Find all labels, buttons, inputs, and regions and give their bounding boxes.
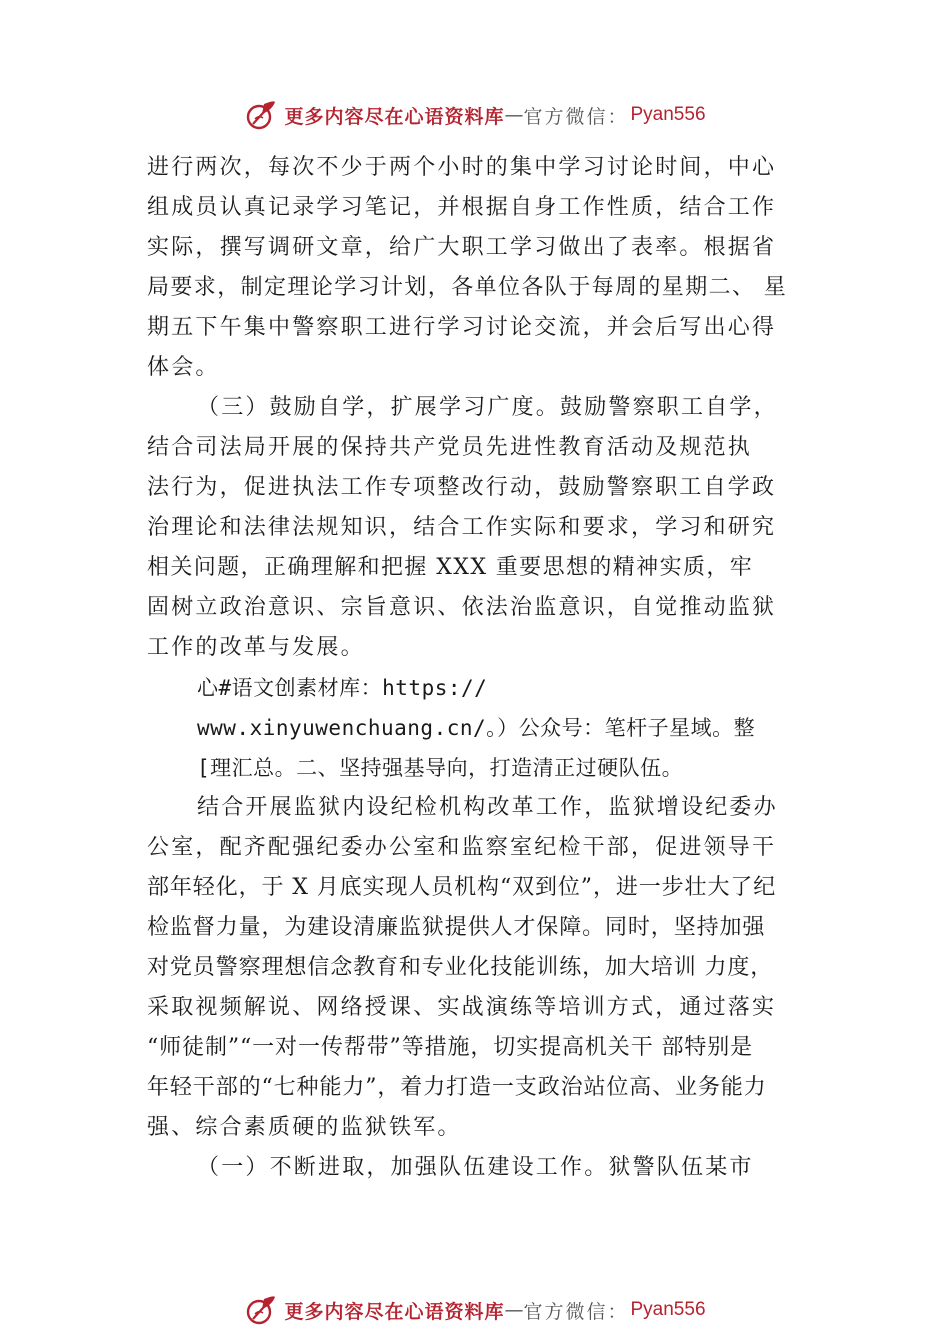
paragraph (147, 788, 837, 1148)
text-line: 检监督力量，为建设清廉监狱提供人才保障。同时，坚持加强 (147, 915, 766, 940)
text-line: 采取视频解说、网络授课、实战演练等培训方式，通过落实 (147, 995, 777, 1020)
banner-wechat-id: Pyan556 (630, 1299, 706, 1320)
text-line: 对党员警察理想信念教育和专业化技能训练，加大培训 力度， (147, 955, 774, 980)
quill-logo-icon (244, 98, 278, 132)
paragraph (147, 1148, 837, 1188)
watermark-banner-top (0, 95, 950, 135)
text-line: 心#语文创素材库：https:// (197, 676, 488, 700)
banner-main-text: 更多内容尽在心语资料库 (284, 1300, 505, 1323)
text-line: 年轻干部的“七种能力”，着力打造一支政治站位高、业务能力 (147, 1075, 767, 1100)
text-line: 部年轻化，于 X 月底实现人员机构“双到位”，进一步壮大了纪 (147, 875, 777, 900)
paragraph (147, 388, 837, 668)
text-line: （三）鼓励自学，扩展学习广度。鼓励警察职工自学， (197, 395, 778, 420)
paragraph (147, 148, 837, 388)
text-line: 局要求，制定理论学习计划，各单位各队于每周的星期二、 星 (147, 275, 788, 300)
banner-main-text: 更多内容尽在心语资料库 (284, 105, 505, 128)
text-line: [理汇总。二、坚持强基导向，打造清正过硬队伍。 (197, 756, 684, 780)
quill-logo-icon (244, 1293, 278, 1327)
text-line: 结合司法局开展的保持共产党员先进性教育活动及规范执 (147, 435, 753, 460)
text-line: 法行为，促进执法工作专项整改行动，鼓励警察职工自学政 (147, 475, 777, 500)
text-line: 公室，配齐配强纪委办公室和监察室纪检干部，促进领导干 (147, 835, 777, 860)
text-line: 体会。 (147, 355, 220, 380)
text-line: 相关问题，正确理解和把握 XXX 重要思想的精神实质，牢 (147, 555, 754, 580)
document-body (147, 148, 837, 1188)
text-line: 实际，撰写调研文章，给广大职工学习做出了表率。根据省 (147, 235, 777, 260)
paragraph (147, 668, 837, 788)
banner-sub-text: 官方微信： (523, 105, 629, 128)
text-line: www.xinyuwenchuang.cn/。）公众号：笔杆子星域。整 (197, 716, 756, 740)
text-line: 固树立政治意识、宗旨意识、依法治监意识，自觉推动监狱 (147, 595, 777, 620)
banner-dash: — (504, 104, 524, 126)
banner-wechat-id: Pyan556 (630, 104, 706, 125)
text-line: 强、综合素质硬的监狱铁军。 (147, 1115, 462, 1140)
text-line: 进行两次，每次不少于两个小时的集中学习讨论时间，中心 (147, 155, 777, 180)
text-line: 期五下午集中警察职工进行学习讨论交流，并会后写出心得 (147, 315, 777, 340)
text-line: 组成员认真记录学习笔记，并根据自身工作性质，结合工作 (147, 195, 777, 220)
banner-dash: — (504, 1299, 524, 1321)
text-line: 治理论和法律法规知识，结合工作实际和要求，学习和研究 (147, 515, 777, 540)
text-line: （一）不断进取，加强队伍建设工作。狱警队伍某市 (197, 1155, 754, 1180)
text-line: 结合开展监狱内设纪检机构改革工作，监狱增设纪委办 (197, 795, 778, 820)
watermark-banner-bottom (0, 1290, 950, 1330)
text-line: “师徒制”“一对一传帮带”等措施，切实提高机关干 部特别是 (147, 1035, 754, 1060)
banner-sub-text: 官方微信： (523, 1300, 629, 1323)
text-line: 工作的改革与发展。 (147, 635, 365, 660)
